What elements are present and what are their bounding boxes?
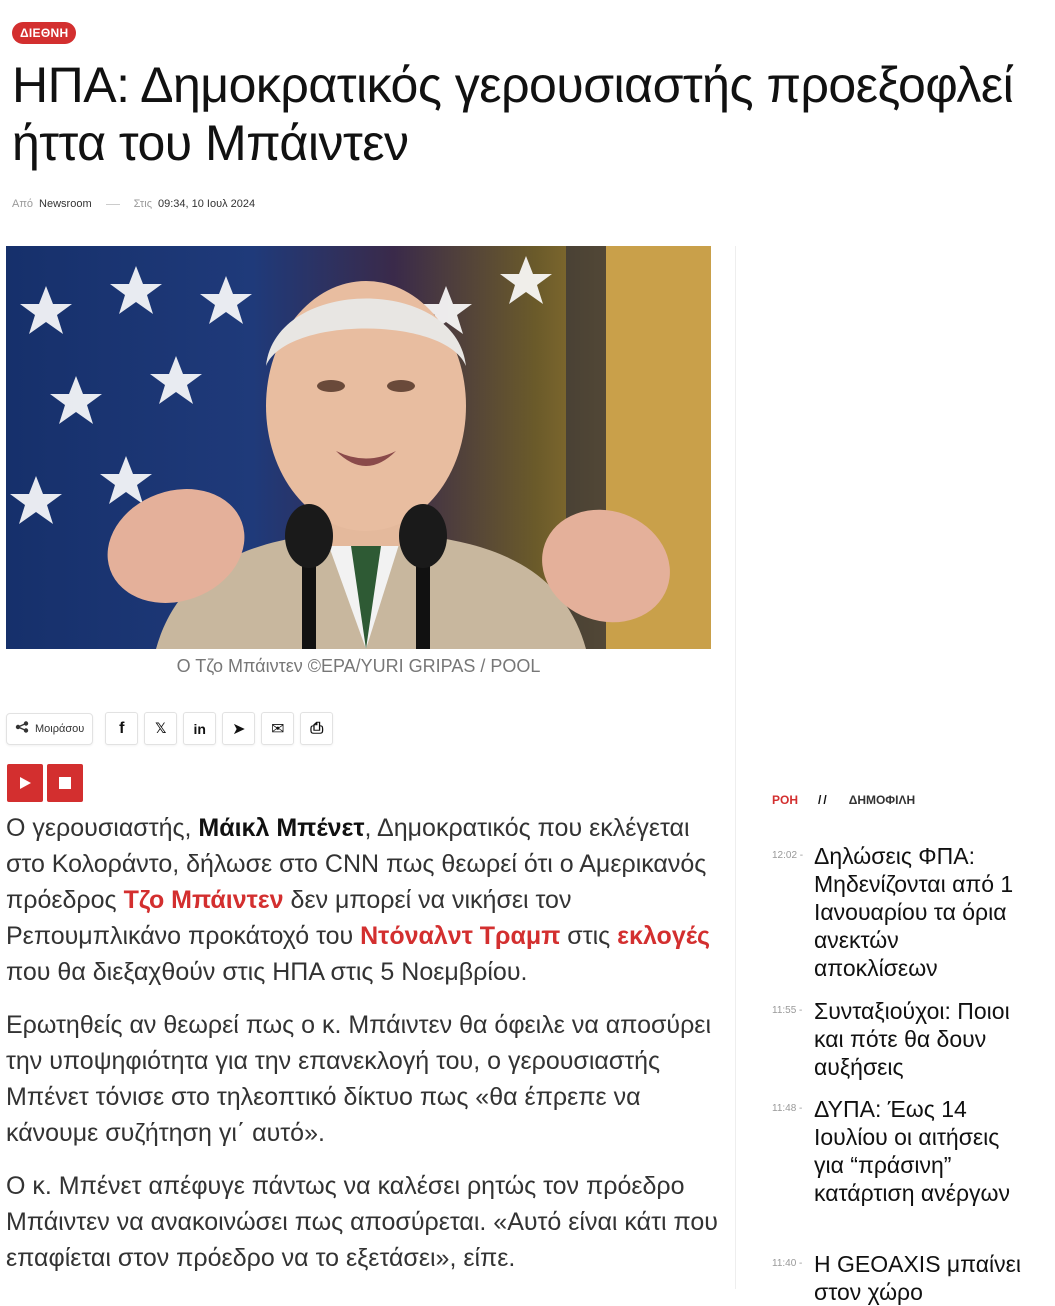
tab-popular[interactable]: ΔΗΜΟΦΙΛΗ bbox=[848, 793, 916, 807]
paragraph-3: Ο κ. Μπένετ απέφυγε πάντως να καλέσει ρητώς τον πρόεδρο Μπάιντεν να ανακοινώσει πως αποσύρεται. «Αυτό είναι κάτι που επαφίεται στον πρόεδρο να το εξετάσει», είπε. bbox=[6, 1172, 718, 1272]
facebook-share-button[interactable] bbox=[105, 712, 138, 745]
p1-text-2: , Δημοκρατικός που εκλέγεται στο Κολοράντο, δήλωσε στο CNN πως θεωρεί ότι ο Αμερικανός πρόεδρος bbox=[6, 814, 707, 914]
news-time: 11:48 - bbox=[772, 1103, 803, 1114]
by-label: Από bbox=[12, 198, 34, 210]
telegram-icon: ➤ bbox=[232, 720, 246, 738]
news-item[interactable] bbox=[772, 842, 1022, 982]
person-name-bennet: Μάικλ Μπένετ bbox=[198, 814, 365, 842]
p1-text-3: δεν μπορεί να νικήσει τον Ρεπουμπλικάνο προκάτοχό του bbox=[6, 886, 572, 950]
stop-button[interactable] bbox=[47, 764, 83, 802]
telegram-share-button[interactable] bbox=[222, 712, 255, 745]
play-button[interactable] bbox=[7, 764, 43, 802]
email-share-button[interactable] bbox=[261, 712, 294, 745]
news-title[interactable]: Δηλώσεις ΦΠΑ: Μηδενίζονται από 1 Ιανουαρίου τα όρια ανεκτών αποκλίσεων bbox=[814, 843, 1014, 981]
paragraph-1 bbox=[6, 810, 721, 990]
tab-separator: // bbox=[818, 793, 829, 807]
publish-date: 09:34, 10 Ιουλ 2024 bbox=[158, 198, 256, 210]
share-icon bbox=[15, 721, 29, 736]
share-label[interactable] bbox=[6, 713, 93, 745]
news-item[interactable] bbox=[772, 997, 1022, 1081]
article-body bbox=[6, 810, 721, 1293]
p1-text-4: στις bbox=[560, 922, 618, 950]
news-title[interactable]: Συνταξιούχοι: Ποιοι και πότε θα δουν αυξήσεις bbox=[814, 998, 1010, 1080]
news-item[interactable] bbox=[772, 1250, 1022, 1306]
news-time: 11:55 - bbox=[772, 1005, 803, 1016]
news-time: 12:02 - bbox=[772, 850, 804, 861]
x-icon: 𝕏 bbox=[155, 720, 167, 736]
audio-controls bbox=[7, 764, 83, 802]
article-photo bbox=[6, 246, 711, 649]
article-headline: ΗΠΑ: Δημοκρατικός γερουσιαστής προεξοφλεί ήττα του Μπάιντεν bbox=[12, 57, 1014, 171]
play-icon bbox=[18, 776, 32, 790]
linkedin-icon: in bbox=[193, 720, 206, 737]
meta-separator bbox=[106, 204, 120, 205]
news-title[interactable]: ΔΥΠΑ: Έως 14 Ιουλίου οι αιτήσεις για “πράσινη” κατάρτιση ανέργων bbox=[814, 1096, 1010, 1206]
news-title[interactable]: Η GEOAXIS μπαίνει στον χώρο bbox=[814, 1251, 1021, 1305]
sidebar-tabs bbox=[772, 793, 915, 807]
tag-link-trump[interactable]: Ντόναλντ Τραμπ bbox=[360, 922, 561, 950]
share-label-text: Μοιράσου bbox=[35, 722, 85, 735]
print-button[interactable] bbox=[300, 712, 333, 745]
at-label: Στις bbox=[133, 198, 152, 210]
tag-link-biden[interactable]: Τζο Μπάιντεν bbox=[123, 886, 284, 914]
tab-feed[interactable]: ΡΟΗ bbox=[772, 793, 799, 807]
facebook-icon: f bbox=[119, 719, 125, 737]
news-time: 11:40 - bbox=[772, 1258, 803, 1269]
tag-link-elections[interactable]: εκλογές bbox=[617, 922, 711, 950]
category-badge[interactable]: ΔΙΕΘΝΗ bbox=[12, 22, 76, 44]
p1-text-1: Ο γερουσιαστής, bbox=[6, 814, 199, 842]
stop-icon bbox=[59, 777, 71, 789]
article-meta bbox=[12, 198, 255, 210]
print-icon: ⎙ bbox=[310, 719, 324, 737]
column-divider bbox=[735, 246, 736, 1289]
author-link[interactable]: Newsroom bbox=[39, 198, 92, 210]
linkedin-share-button[interactable] bbox=[183, 712, 216, 745]
photo-caption: Ο Τζο Μπάιντεν ©EPA/YURI GRIPAS / POOL bbox=[176, 656, 541, 676]
x-share-button[interactable] bbox=[144, 712, 177, 745]
p1-text-5: που θα διεξαχθούν στις ΗΠΑ στις 5 Νοεμβρίου. bbox=[6, 958, 528, 986]
share-bar bbox=[6, 712, 333, 745]
paragraph-2: Ερωτηθείς αν θεωρεί πως ο κ. Μπάιντεν θα όφειλε να αποσύρει την υποψηφιότητα για την επανεκλογή του, ο γερουσιαστής Μπένετ τόνισε στο τηλεοπτικό δίκτυο πως «θα έπρεπε να κάνουμε συζήτηση γι΄ αυτό». bbox=[6, 1011, 711, 1147]
email-icon: ✉ bbox=[271, 720, 285, 738]
news-item[interactable] bbox=[772, 1095, 1022, 1207]
